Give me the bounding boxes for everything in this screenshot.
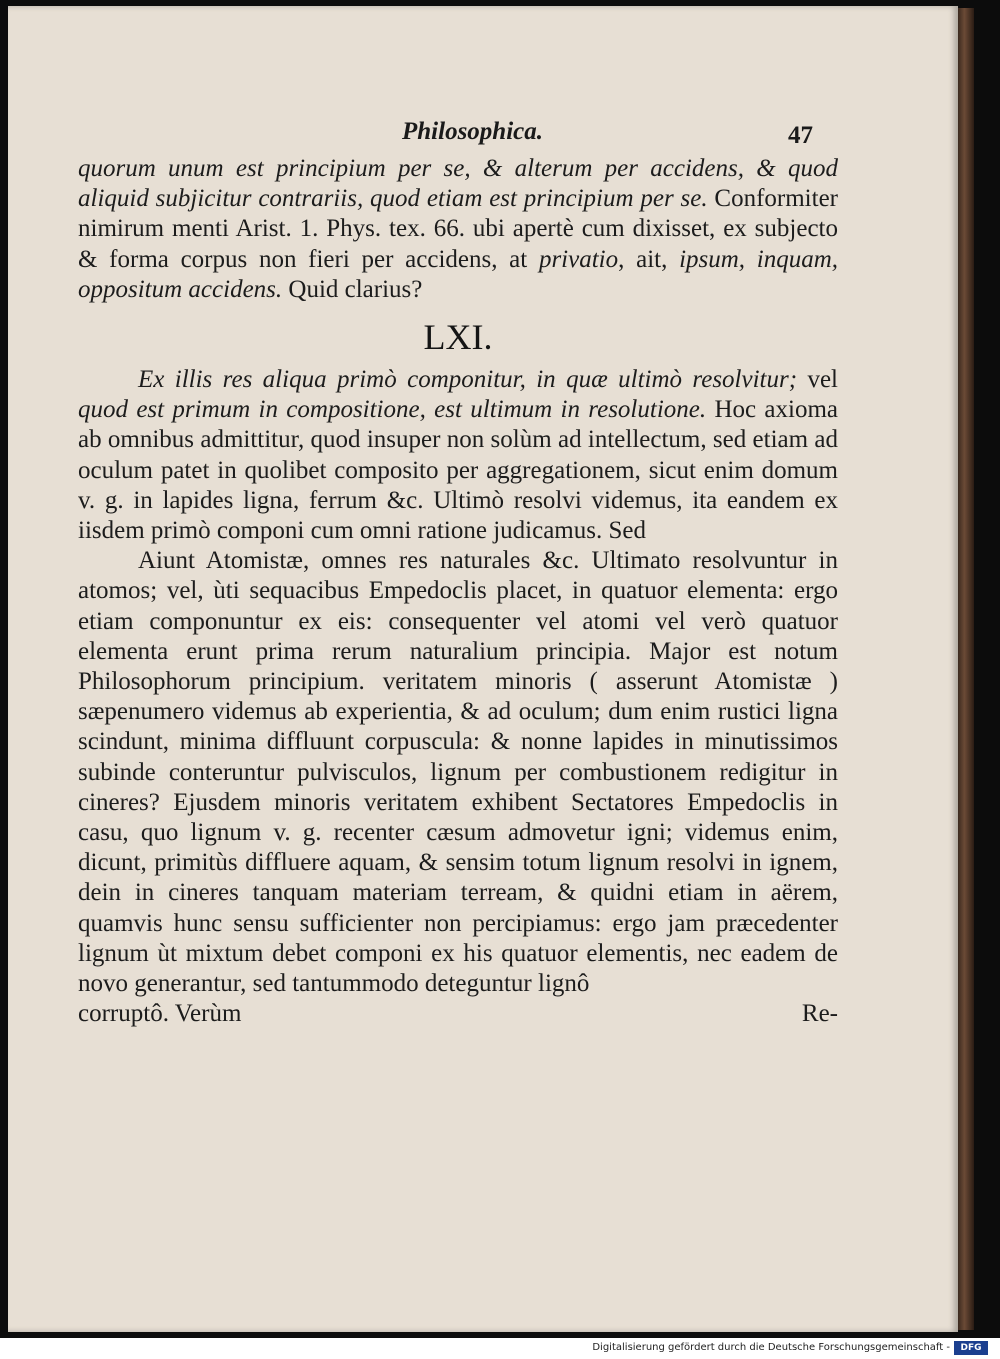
section-heading: LXI. [423, 317, 493, 358]
catchword: Re- [801, 1000, 838, 1028]
body-text: Aiunt Atomistæ, omnes res naturales &c. Ultimato resolvuntur in atomos; vel, ùti sequacibus Empedoclis placet, in quatuor elementa: ergo etiam componuntur ex eis: consequenter vel atomi vel verò quatuor elementa erunt prima rerum naturalium principia. Major est notum Philosophorum principium. veritatem minoris ( asserunt Atomistæ ) sæpenumero videmus ab experientia, & ad oculum; dum enim rustici ligna scindunt, minima diffluunt corpuscula: & nonne lapides in minutissimos subinde conteruntur pulvisculos, lignum per combustionem redigitur in cineres? Ejusdem minoris veritatem exhibent Sectatores Empedoclis in casu, quo lignum v. g. recenter cæsum admovetur igni; videmus enim, dicunt, primitùs diffluere aquam, & sensim totum lignum resolvi in ignem, dein in cineres tanquam materiam terream, & quidni etiam in aërem, quamvis hunc sensu sufficienter non percipiamus: ergo jam præcedenter lignum ùt mixtum debet componi ex his quatuor elementis, nec eadem de novo generantur, sed tantummodo deteguntur lignô [78, 547, 838, 998]
body-text: Quid clarius? [282, 275, 423, 303]
paragraph-continuation [78, 154, 838, 305]
funding-credit: Digitalisierung gefördert durch die Deutsche Forschungsgemeinschaft - [592, 1342, 950, 1353]
objection-paragraph [78, 546, 838, 999]
italic-text: Ex illis res aliqua primò componitur, in quæ ultimò resolvitur; [138, 366, 798, 394]
italic-text: quod est primum in compositione, est ultimum in resolutione. [78, 396, 707, 424]
body-text: , ait, [618, 245, 680, 273]
page-number: 47 [788, 122, 813, 149]
text-block [78, 154, 838, 1029]
italic-text: quorum unum est principium per se, & alterum per accidens, & quod aliquid subjicitur contrariis, quod etiam est principium per se. [78, 155, 838, 213]
body-text: Sed [602, 517, 646, 545]
dfg-logo: DFG [954, 1341, 988, 1355]
body-text: vel [797, 366, 838, 394]
book-page [8, 6, 958, 1332]
body-text: Hoc axioma ab omnibus admittitur, quod insuper non solùm ad intellectum, sed etiam ad oculum patet in quolibet composito per aggregationem, sicut enim domum v. g. in lapides ligna, ferrum &c. Ultimò resolvi videmus, ita eandem ex iisdem primò componi cum omni ratione judicamus. [78, 396, 839, 545]
footer-bar [0, 1338, 1000, 1359]
running-head: Philosophica. [402, 118, 543, 145]
italic-text: privatio [538, 245, 619, 273]
axiom-paragraph [78, 365, 838, 546]
page-header [8, 110, 958, 150]
body-text: corruptô. Verùm [78, 1000, 242, 1028]
body-text: Conformiter nimirum menti Arist. 1. Phys. tex. 66. ubi apertè cum dixisset, ex subjecto & forma corpus non fieri per accidens, at [78, 185, 838, 273]
final-line [78, 999, 838, 1029]
italic-text: ipsum, inquam, oppositum accidens. [78, 245, 839, 303]
page-edge [958, 8, 974, 1330]
